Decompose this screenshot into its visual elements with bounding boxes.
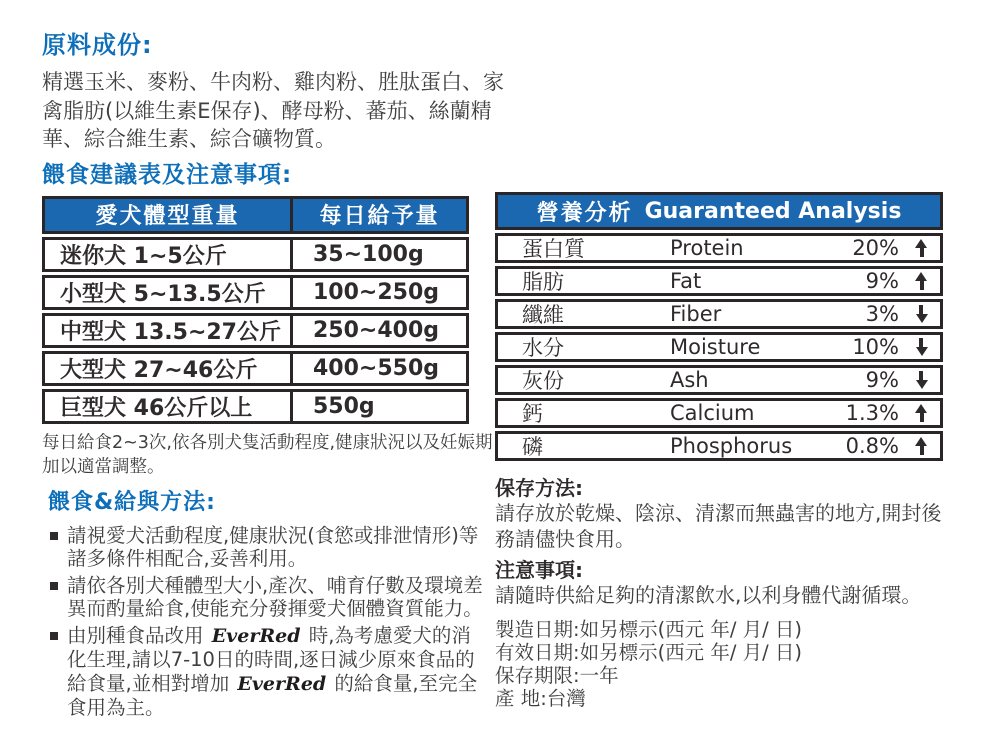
dog-size-cell: 巨型犬 46公斤以上	[45, 392, 293, 421]
nutrient-row	[495, 233, 943, 263]
nutrition-header-zh: 營養分析	[536, 200, 633, 226]
list-item-text-part: 的給食量,至完全食用為主。	[67, 671, 478, 719]
info-line-origin: 產 地:台灣	[495, 686, 586, 710]
list-item-text: 請依各別犬種體型大小,產次、哺育仔數及環境差異而酌量給食,使能充分發揮愛犬個體資質能力。	[67, 573, 483, 620]
feeding-table-header	[42, 196, 469, 234]
body-weight-column-header: 愛犬體型重量	[45, 199, 293, 231]
nutrient-value-cell: 1.3%	[845, 401, 899, 425]
nutrient-en-cell: Protein	[670, 236, 744, 260]
list-item-text-part: 時,為考慮愛犬的消化生理,請以7-10日的時間,逐日減少原來食品的給食量,並相對增加	[67, 623, 475, 695]
list-item	[50, 624, 487, 720]
nutrient-row	[495, 332, 943, 362]
nutrient-row	[495, 299, 943, 329]
nutrient-zh-cell: 蛋白質	[522, 237, 585, 261]
amount-cell: 35~100g	[313, 241, 424, 267]
nutrition-header-en: Guaranteed Analysis	[644, 198, 902, 224]
amount-cell: 250~400g	[313, 317, 440, 343]
nutrient-zh-cell: 灰份	[522, 369, 564, 393]
nutrient-en-cell: Calcium	[670, 401, 755, 425]
list-item-text	[67, 624, 487, 720]
daily-amount-column-header: 每日給予量	[319, 204, 440, 229]
ingredients-heading: 原料成份:	[42, 31, 153, 59]
nutrient-zh-cell: 鈣	[522, 402, 543, 426]
info-line-shelf-life: 保存期限:一年	[495, 663, 619, 687]
up-arrow-icon	[915, 437, 928, 455]
notice-text: 請隨時供給足夠的清潔飲水,以利身體代謝循環。	[495, 583, 922, 607]
feeding-guide-heading: 餵食建議表及注意事項:	[42, 161, 293, 188]
nutrient-en-cell: Ash	[670, 368, 709, 392]
dog-size-cell: 小型犬 5~13.5公斤	[45, 278, 293, 307]
amount-cell: 100~250g	[313, 279, 440, 305]
nutrient-value-cell: 0.8%	[845, 434, 899, 458]
brand-name: EverRed	[211, 624, 301, 647]
left-column	[42, 30, 504, 723]
dog-size-cell: 迷你犬 1~5公斤	[45, 240, 293, 269]
nutrient-row	[495, 431, 943, 461]
nutrient-row	[495, 365, 943, 395]
feeding-method-heading: 餵食&給與方法:	[48, 489, 216, 515]
nutrient-zh-cell: 水分	[522, 336, 564, 360]
feeding-table	[42, 196, 469, 424]
bullet-icon	[50, 632, 58, 640]
storage-heading: 保存方法:	[495, 476, 583, 500]
list-item	[50, 524, 487, 571]
list-item	[50, 574, 487, 621]
up-arrow-icon	[915, 404, 928, 422]
info-line-expiry-date: 有效日期:如另標示(西元 年/ 月/ 日)	[495, 640, 803, 664]
feeding-table-row	[42, 275, 469, 310]
nutrient-value-cell: 20%	[852, 236, 899, 260]
nutrient-zh-cell: 磷	[522, 435, 543, 459]
storage-text: 請存放於乾燥、陰涼、清潔而無蟲害的地方,開封後務請儘快食用。	[495, 501, 942, 551]
production-info	[495, 618, 943, 710]
dog-size-cell: 大型犬 27~46公斤	[45, 354, 293, 383]
amount-cell: 550g	[313, 393, 375, 419]
list-item-text-part: 由別種食品改用	[67, 623, 210, 647]
feeding-method-list	[42, 524, 487, 720]
up-arrow-icon	[915, 239, 928, 257]
feeding-table-row	[42, 237, 469, 272]
feeding-table-row	[42, 351, 469, 386]
bullet-icon	[50, 532, 58, 540]
right-column	[495, 192, 943, 710]
nutrient-zh-cell: 脂肪	[522, 270, 564, 294]
notice-heading: 注意事項:	[495, 558, 583, 582]
nutrient-en-cell: Fiber	[670, 302, 722, 326]
nutrient-value-cell: 9%	[865, 368, 899, 392]
feeding-note: 每日給食2~3次,依各別犬隻活動程度,健康狀況以及妊娠期加以適當調整。	[42, 432, 493, 477]
ingredients-text: 精選玉米、麥粉、牛肉粉、雞肉粉、胜肽蛋白、家禽脂肪(以維生素E保存)、酵母粉、蕃茄、絲蘭精華、綜合維生素、綜合礦物質。	[42, 70, 504, 151]
amount-cell: 400~550g	[313, 355, 440, 381]
feeding-table-row	[42, 389, 469, 424]
down-arrow-icon	[915, 338, 928, 356]
list-item-text: 請視愛犬活動程度,健康狀況(食慾或排泄情形)等諸多條件相配合,妥善利用。	[67, 523, 479, 570]
down-arrow-icon	[915, 305, 928, 323]
bullet-icon	[50, 582, 58, 590]
down-arrow-icon	[915, 371, 928, 389]
nutrition-table	[495, 192, 943, 461]
info-line-manufacture-date: 製造日期:如另標示(西元 年/ 月/ 日)	[495, 617, 803, 641]
dog-size-cell: 中型犬 13.5~27公斤	[45, 316, 293, 345]
nutrient-en-cell: Fat	[670, 269, 702, 293]
nutrient-value-cell: 10%	[852, 335, 899, 359]
nutrition-table-header	[495, 192, 943, 230]
nutrient-en-cell: Phosphorus	[670, 434, 793, 458]
feeding-table-row	[42, 313, 469, 348]
nutrient-row	[495, 398, 943, 428]
brand-name: EverRed	[237, 672, 327, 695]
nutrient-value-cell: 3%	[865, 302, 899, 326]
nutrient-row	[495, 266, 943, 296]
nutrient-en-cell: Moisture	[670, 335, 761, 359]
nutrient-value-cell: 9%	[865, 269, 899, 293]
nutrient-zh-cell: 纖維	[522, 303, 564, 327]
up-arrow-icon	[915, 272, 928, 290]
